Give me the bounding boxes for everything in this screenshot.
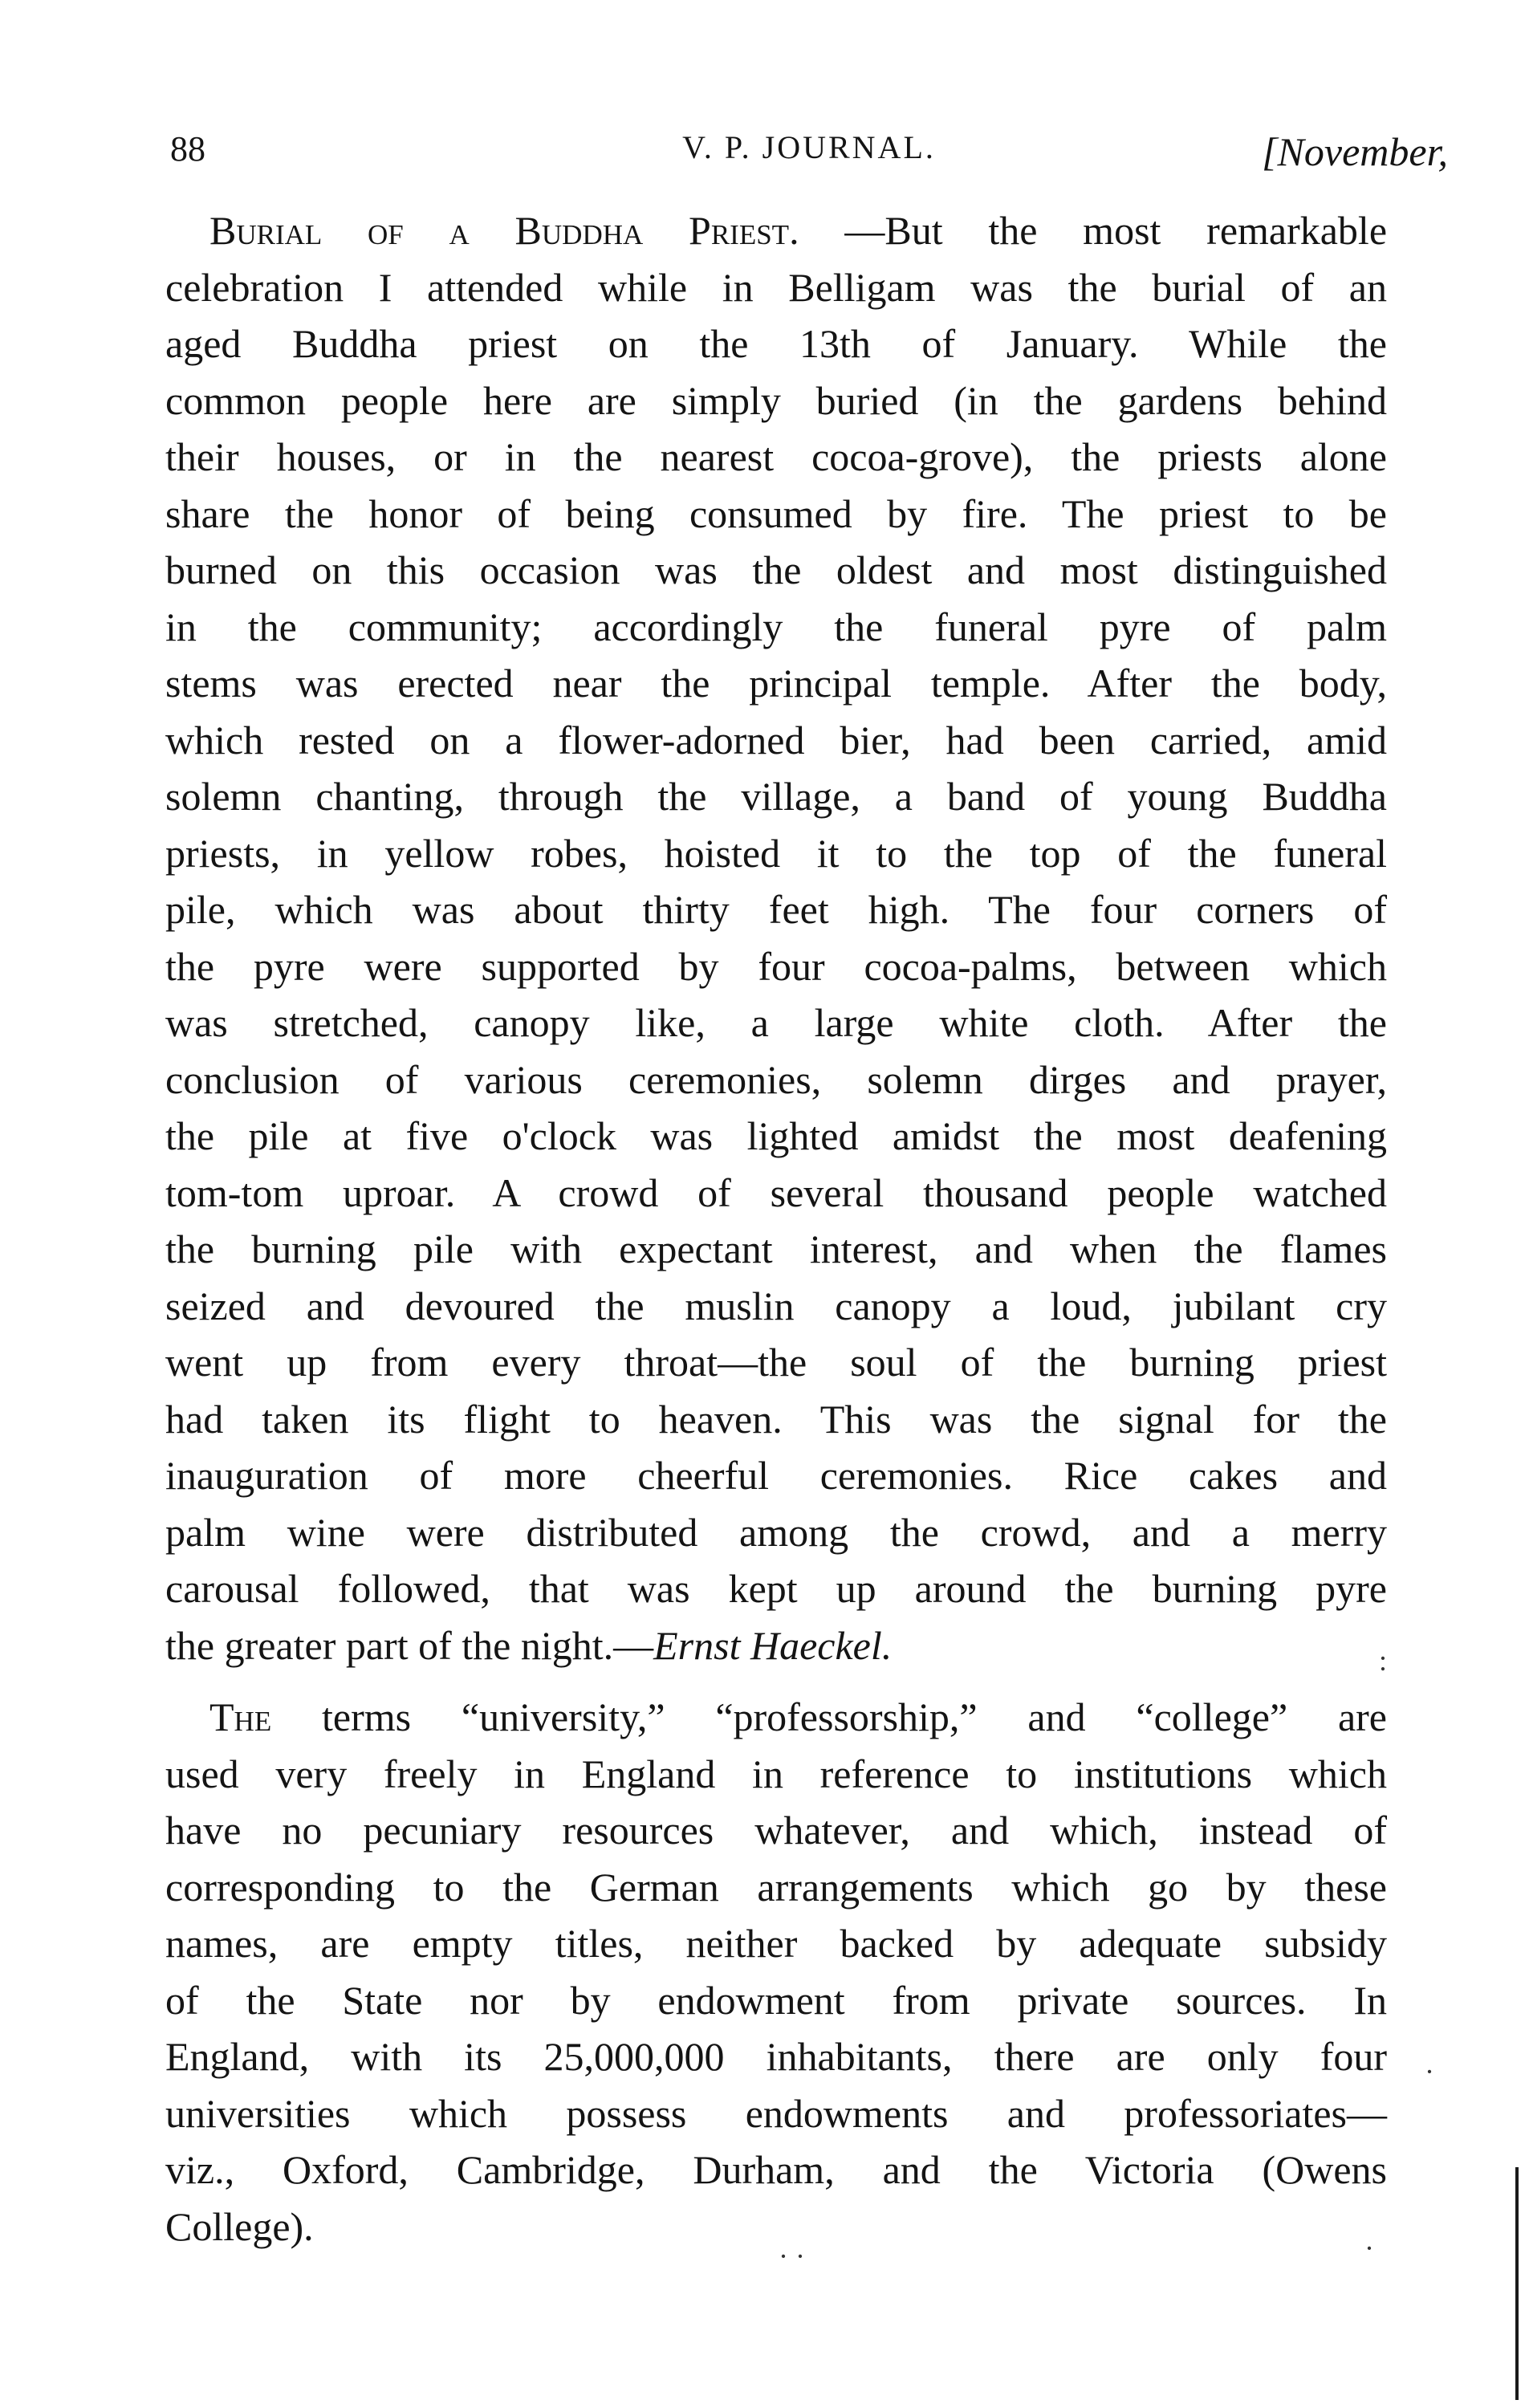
text-line: of the State nor by endowment from private sources. In: [165, 1977, 1387, 2023]
text-line: corresponding to the German arrangements which go by these: [165, 1864, 1387, 1910]
stray-colon-mark: :: [1379, 1645, 1388, 1677]
text-line: the pile at five o'clock was lighted amidst the most deafening: [165, 1113, 1387, 1158]
page-number: 88: [170, 129, 205, 169]
article-buddha-burial: [165, 202, 1387, 1674]
text-line: the burning pile with expectant interest, and when the flames: [165, 1226, 1387, 1271]
text-line: common people here are simply buried (in the gardens behind: [165, 377, 1387, 423]
text-line: carousal followed, that was kept up around the burning pyre: [165, 1566, 1387, 1611]
text-line: burned on this occasion was the oldest and most distinguished: [165, 547, 1387, 592]
author-attribution: Ernst Haeckel.: [653, 1622, 893, 1668]
article-last-line: College).: [165, 2203, 314, 2249]
text-line: used very freely in England in reference to institutions which: [165, 1751, 1387, 1796]
text-line: stems was erected near the principal temple. After the body,: [165, 661, 1387, 706]
text-line: conclusion of various ceremonies, solemn dirges and prayer,: [165, 1056, 1387, 1102]
text-line: was stretched, canopy like, a large white cloth. After the: [165, 1000, 1387, 1045]
text-line: inauguration of more cheerful ceremonies. Rice cakes and: [165, 1453, 1387, 1498]
article-universities: [165, 1689, 1387, 2255]
text-line: had taken its flight to heaven. This was the signal for the: [165, 1396, 1387, 1442]
stray-dots-mark: · ·: [779, 2240, 805, 2272]
text-line: terms “university,” “professorship,” and “college” are: [271, 1694, 1387, 1739]
text-line: universities which possess endowments and professoriates—: [165, 2090, 1387, 2136]
text-line: celebration I attended while in Belligam was the burial of an: [165, 264, 1387, 310]
article-last-line: [165, 1617, 1387, 1674]
text-line: viz., Oxford, Cambridge, Durham, and the Victoria (Owens: [165, 2147, 1387, 2192]
text-line: England, with its 25,000,000 inhabitants, there are only four: [165, 2034, 1387, 2079]
running-title: V. P. JOURNAL.: [682, 129, 936, 165]
text-line: names, are empty titles, neither backed by adequate subsidy: [165, 1921, 1387, 1966]
text-line: aged Buddha priest on the 13th of January. While the: [165, 321, 1387, 366]
text-line: went up from every throat—the soul of the burning priest: [165, 1340, 1387, 1385]
page-header: [170, 128, 1448, 177]
article-title: Burial of a Buddha Priest.: [209, 208, 799, 253]
text-line: which rested on a flower-adorned bier, had been carried, amid: [165, 717, 1387, 763]
article-first-line: [165, 202, 1387, 259]
text-line: have no pecuniary resources whatever, and which, instead of: [165, 1808, 1387, 1853]
text-line: seized and devoured the muslin canopy a loud, jubilant cry: [165, 1283, 1387, 1328]
text-line: solemn chanting, through the village, a band of young Buddha: [165, 774, 1387, 819]
text-line: their houses, or in the nearest cocoa-grove), the priests alone: [165, 434, 1387, 479]
lead-word: The: [209, 1694, 272, 1739]
text-line: tom-tom uproar. A crowd of several thousand people watched: [165, 1169, 1387, 1215]
text-line: palm wine were distributed among the crowd, and a merry: [165, 1509, 1387, 1555]
text-line: priests, in yellow robes, hoisted it to the top of the funeral: [165, 830, 1387, 876]
text-line: the pyre were supported by four cocoa-palms, between which: [165, 943, 1387, 989]
text-line: share the honor of being consumed by fire. The priest to be: [165, 490, 1387, 536]
text-line: in the community; accordingly the funeral pyre of palm: [165, 604, 1387, 649]
running-date: [November,: [1262, 129, 1448, 174]
article-first-line: [165, 1689, 1387, 1746]
text-line: —But the most remarkable: [844, 208, 1388, 253]
text-line: pile, which was about thirty feet high. The four corners of: [165, 887, 1387, 932]
text-line: the greater part of the night.—: [165, 1622, 654, 1668]
scan-edge-line: [1515, 2167, 1519, 2400]
stray-dot-mark: ·: [1364, 2232, 1374, 2264]
stray-dot-mark-far: ·: [1425, 2056, 1434, 2088]
